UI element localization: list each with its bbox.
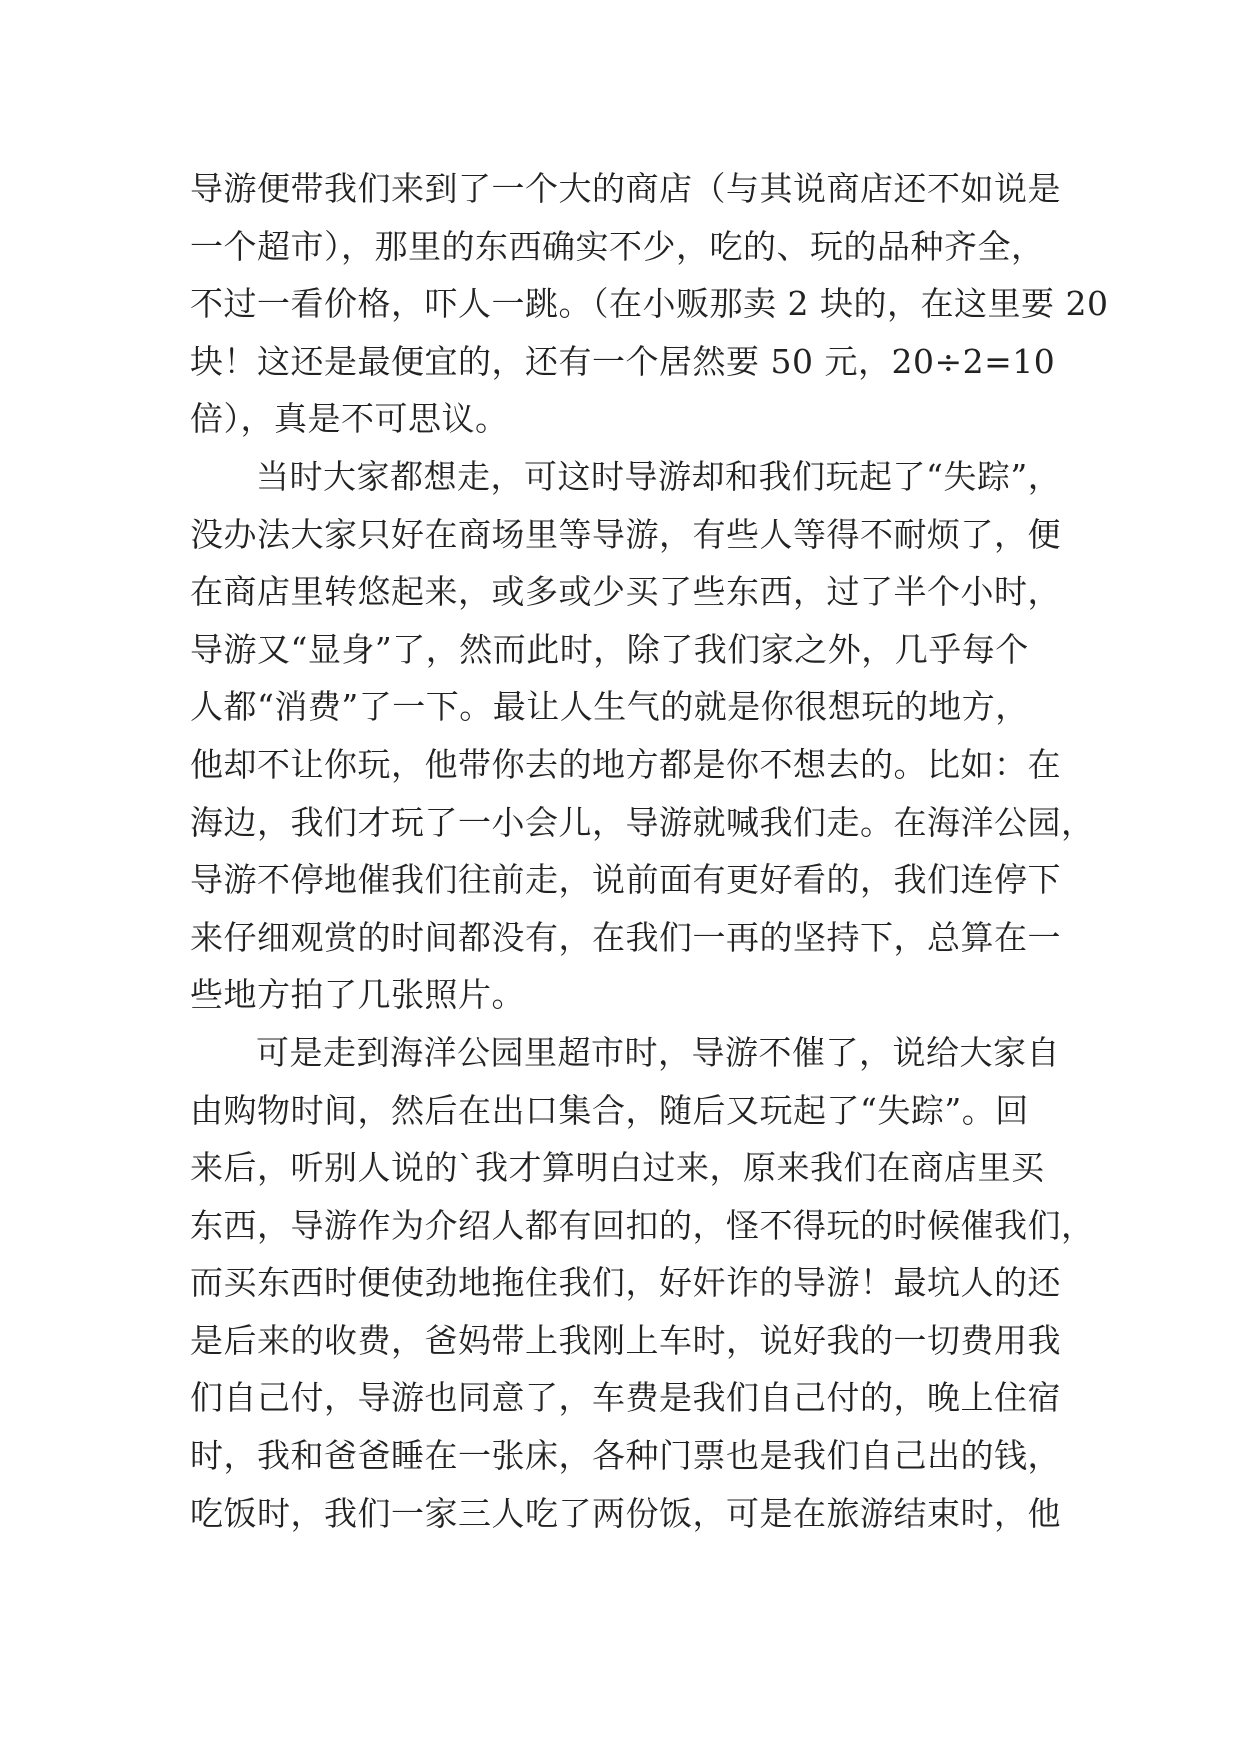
text-line: 一个超市），那里的东西确实不少，吃的、玩的品种齐全， xyxy=(190,226,1045,266)
text-line: 是后来的收费，爸妈带上我刚上车时，说好我的一切费用我 xyxy=(190,1320,1061,1360)
text-line: 来后，听别人说的`我才算明白过来，原来我们在商店里买 xyxy=(190,1148,1045,1188)
text-line: 在商店里转悠起来，或多或少买了些东西，过了半个小时， xyxy=(190,572,1061,612)
document-body xyxy=(190,160,1109,1542)
text-line: 东西，导游作为介绍人都有回扣的，怪不得玩的时候催我们， xyxy=(190,1205,1095,1245)
text-line: 块！这还是最便宜的，还有一个居然要 50 元，20÷2=10 xyxy=(190,341,1056,381)
text-line: 没办法大家只好在商场里等导游，有些人等得不耐烦了，便 xyxy=(190,514,1061,554)
text-line: 吃饭时，我们一家三人吃了两份饭，可是在旅游结束时，他 xyxy=(190,1493,1061,1533)
text-line: 们自己付，导游也同意了，车费是我们自己付的，晚上住宿 xyxy=(190,1378,1061,1418)
text-line: 倍），真是不可思议。 xyxy=(190,399,509,439)
text-line: 来仔细观赏的时间都没有，在我们一再的坚持下，总算在一 xyxy=(190,917,1061,957)
text-line: 人都“消费”了一下。最让人生气的就是你很想玩的地方， xyxy=(190,687,1029,727)
text-line: 导游不停地催我们往前走，说前面有更好看的，我们连停下 xyxy=(190,860,1061,900)
text-line: 当时大家都想走，可这时导游却和我们玩起了“失踪”， xyxy=(256,456,1062,496)
text-line: 而买东西时便使劲地拖住我们，好奸诈的导游！最坑人的还 xyxy=(190,1263,1061,1303)
text-line: 他却不让你玩，他带你去的地方都是你不想去的。比如：在 xyxy=(190,744,1061,784)
text-line: 些地方拍了几张照片。 xyxy=(190,975,525,1015)
text-line: 不过一看价格，吓人一跳。（在小贩那卖 2 块的，在这里要 20 xyxy=(190,284,1109,324)
text-line: 导游便带我们来到了一个大的商店（与其说商店还不如说是 xyxy=(190,169,1061,208)
text-line: 导游又“显身”了，然而此时，除了我们家之外，几乎每个 xyxy=(190,629,1029,669)
text-line: 海边，我们才玩了一小会儿，导游就喊我们走。在海洋公园， xyxy=(190,802,1095,842)
text-line: 可是走到海洋公园里超市时，导游不催了，说给大家自 xyxy=(256,1032,1060,1072)
text-line: 时，我和爸爸睡在一张床，各种门票也是我们自己出的钱， xyxy=(190,1436,1061,1476)
text-line: 由购物时间，然后在出口集合，随后又玩起了“失踪”。回 xyxy=(190,1090,1029,1130)
